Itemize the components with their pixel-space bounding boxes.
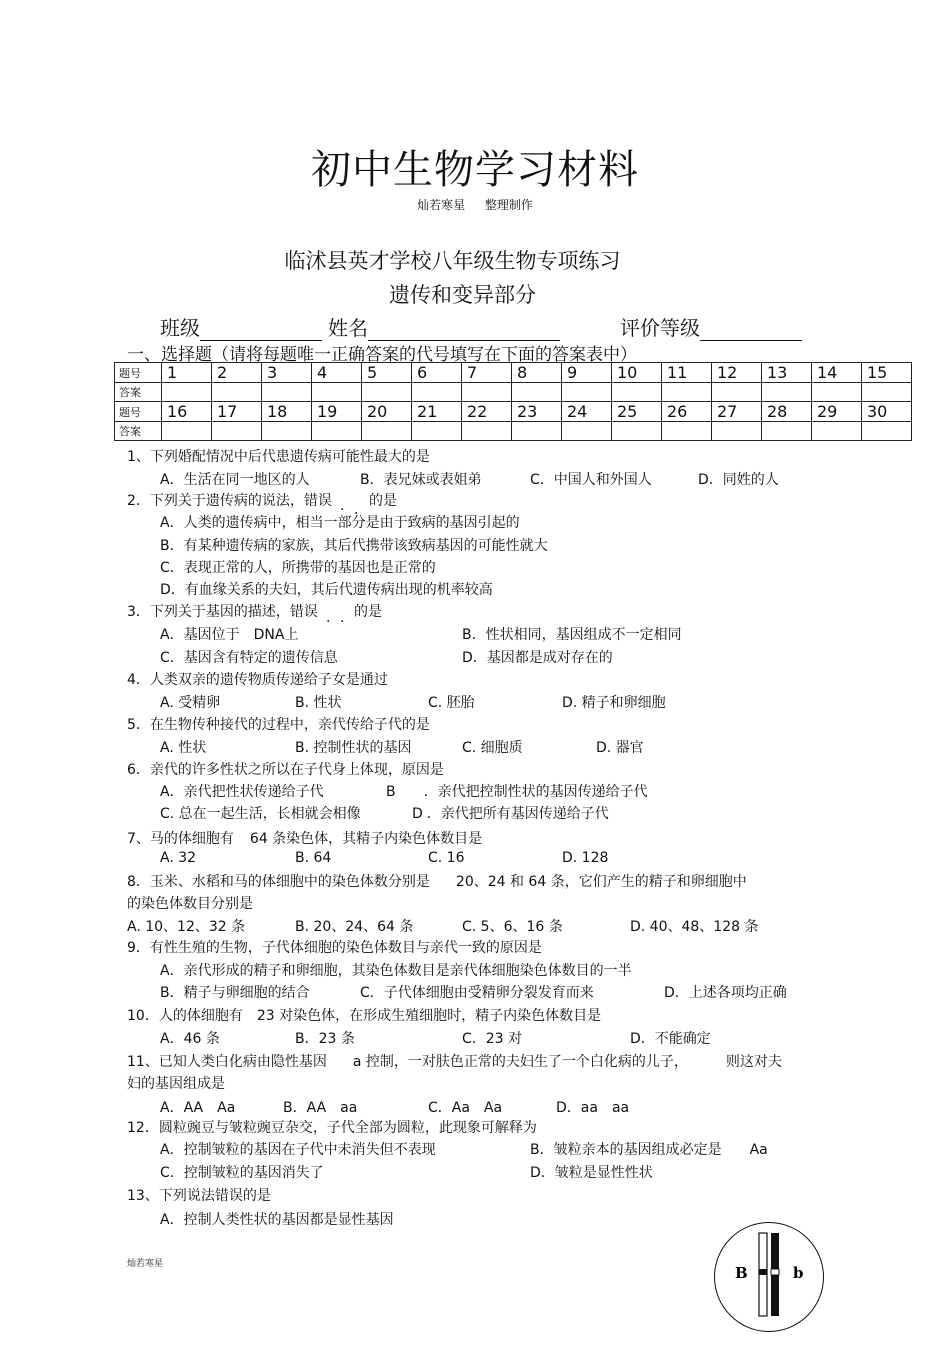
q8-stem-a: 8．玉米、水稻和马的体细胞中的染色体数分别是 — [127, 874, 430, 890]
answer-cell[interactable] — [712, 383, 762, 402]
table-cell: 23 — [512, 402, 562, 422]
q13-stem: 13、下列说法错误的是 — [127, 1188, 271, 1204]
chromosome-diagram — [715, 1223, 823, 1331]
answer-cell[interactable] — [262, 422, 312, 441]
table-cell: 12 — [712, 363, 762, 383]
table-cell: 13 — [762, 363, 812, 383]
q3-option-a — [160, 624, 298, 644]
q13-option-a: A．控制人类性状的基因都是显性基因 — [160, 1212, 394, 1228]
q11-stem-c: 则这对夫 — [725, 1054, 782, 1070]
q10-stem-b: 23 对染色体，在形成生殖细胞时，精子内染色体数目是 — [256, 1008, 602, 1024]
q12-stem: 12．圆粒豌豆与皱粒豌豆杂交，子代全部为圆粒，此现象可解释为 — [127, 1120, 537, 1136]
table-cell: 14 — [812, 363, 862, 383]
table-row — [115, 363, 912, 383]
q9-option-b: B．精子与卵细胞的结合 — [160, 985, 310, 1001]
answer-cell[interactable] — [312, 422, 362, 441]
answer-cell[interactable] — [812, 422, 862, 441]
gene-locus-right — [771, 1269, 779, 1275]
q11-option-c: C．Aa Aa — [428, 1100, 503, 1116]
emphasis-dot: . — [340, 610, 345, 626]
subtitle — [0, 196, 950, 213]
q2-option-c: C．表现正常的人，所携带的基因也是正常的 — [160, 560, 436, 576]
q3-option-a-text: A．基因位于 — [160, 627, 240, 643]
emphasis-dot: . — [354, 502, 359, 518]
q11-stem-b: a 控制，一对肤色正常的夫妇生了一个白化病的儿子， — [352, 1054, 688, 1070]
answer-cell[interactable] — [412, 422, 462, 441]
q7-option-a: A. 32 — [160, 850, 197, 866]
q5-option-b: B. 控制性状的基因 — [295, 740, 412, 756]
answer-cell[interactable] — [212, 422, 262, 441]
table-cell: 21 — [412, 402, 462, 422]
answer-cell[interactable] — [612, 422, 662, 441]
answer-cell[interactable] — [862, 422, 912, 441]
answer-cell[interactable] — [862, 383, 912, 402]
class-field — [160, 312, 322, 341]
answer-cell[interactable] — [612, 383, 662, 402]
name-label: 姓名 — [328, 316, 368, 340]
table-cell: 18 — [262, 402, 312, 422]
q5-stem: 5．在生物传种接代的过程中，亲代传给子代的是 — [127, 717, 430, 733]
q12-option-c: C．控制皱粒的基因消失了 — [160, 1165, 324, 1181]
q2-stem-a: 2．下列关于遗传病的说法，错误 — [127, 493, 332, 509]
table-cell: 8 — [512, 363, 562, 383]
q6-option-c: C. 总在一起生活，长相就会相像 — [160, 806, 361, 822]
q1-option-a: A．生活在同一地区的人 — [160, 472, 310, 488]
q2-stem-b: 的是 — [369, 493, 397, 509]
q7-option-d: D. 128 — [562, 850, 609, 866]
table-cell: 11 — [662, 363, 712, 383]
chromosome-figure — [714, 1222, 824, 1332]
answer-cell[interactable] — [762, 383, 812, 402]
q2-option-d: D．有血缘关系的夫妇，其后代遗传病出现的机率较高 — [160, 582, 493, 598]
q1-option-b: B．表兄妹或表姐弟 — [360, 472, 482, 488]
table-cell: 25 — [612, 402, 662, 422]
ans-label: 答案 — [115, 422, 162, 441]
q4-stem: 4．人类双亲的遗传物质传递给子女是通过 — [127, 672, 388, 688]
q12-option-b-genotype: Aa — [749, 1142, 768, 1158]
q6-option-b-letter: B — [386, 784, 396, 800]
name-blank[interactable] — [368, 320, 560, 341]
table-cell: 9 — [562, 363, 612, 383]
q10-option-a: A．46 条 — [160, 1031, 220, 1047]
q4-option-b: B. 性状 — [295, 695, 342, 711]
q5-option-d: D. 器官 — [596, 740, 644, 756]
grade-label: 评价等级 — [620, 316, 700, 340]
table-cell: 24 — [562, 402, 612, 422]
answer-table — [114, 362, 912, 441]
q6-stem: 6．亲代的许多性状之所以在子代身上体现，原因是 — [127, 762, 444, 778]
answer-cell[interactable] — [662, 383, 712, 402]
made-by: 整理制作 — [484, 198, 533, 212]
table-cell: 22 — [462, 402, 512, 422]
table-cell: 1 — [162, 363, 212, 383]
q9-option-c: C．子代体细胞由受精卵分裂发育而来 — [360, 985, 594, 1001]
q3-stem-b: 的是 — [354, 604, 382, 620]
q10-stem-a: 10．人的体细胞有 — [127, 1008, 243, 1024]
num-label: 题号 — [115, 363, 162, 383]
emphasis-dot: . — [340, 498, 345, 514]
q11-stem-a: 11、已知人类白化病由隐性基因 — [127, 1054, 327, 1070]
answer-cell[interactable] — [162, 383, 212, 402]
q8-option-b: B. 20、24、64 条 — [295, 919, 414, 935]
q8-option-c: C. 5、6、16 条 — [462, 919, 563, 935]
gene-locus-left — [759, 1269, 767, 1275]
answer-cell[interactable] — [762, 422, 812, 441]
table-cell: 20 — [362, 402, 412, 422]
q1-option-c: C．中国人和外国人 — [530, 472, 652, 488]
q6-option-d-letter: D — [412, 806, 423, 822]
answer-cell[interactable] — [512, 422, 562, 441]
q7-stem-a: 7、马的体细胞有 — [127, 831, 234, 847]
emphasis-dot: . — [326, 610, 331, 626]
q4-option-a: A. 受精卵 — [160, 695, 221, 711]
q11-option-d: D．aa aa — [556, 1100, 630, 1116]
table-cell: 17 — [212, 402, 262, 422]
q6-option-b — [386, 781, 648, 801]
answer-cell[interactable] — [362, 422, 412, 441]
table-cell: 30 — [862, 402, 912, 422]
q11-stem — [127, 1051, 782, 1071]
name-field — [328, 312, 560, 341]
answer-cell[interactable] — [562, 422, 612, 441]
footer-author: 灿若寒星 — [127, 1259, 164, 1269]
q1-option-d: D．同姓的人 — [698, 472, 779, 488]
author: 灿若寒星 — [417, 198, 466, 212]
q6-option-b-text: ．亲代把控制性状的基因传递给子代 — [423, 784, 648, 800]
q7-stem-b: 64 条染色体，其精子内染色体数目是 — [249, 831, 483, 847]
part-one-heading: 一、选择题（请将每题唯一正确答案的代号填写在下面的答案表中） — [127, 345, 637, 365]
class-label: 班级 — [160, 316, 200, 340]
table-cell: 16 — [162, 402, 212, 422]
class-blank[interactable] — [200, 320, 322, 341]
table-cell: 10 — [612, 363, 662, 383]
q3-option-c: C．基因含有特定的遗传信息 — [160, 650, 338, 666]
q3-option-b: B．性状相同，基因组成不一定相同 — [462, 627, 682, 643]
table-cell: 26 — [662, 402, 712, 422]
school-title: 临沭县英才学校八年级生物专项练习 — [284, 249, 621, 273]
q12-option-d: D．皱粒是显性性状 — [530, 1165, 653, 1181]
q10-option-b: B．23 条 — [295, 1031, 355, 1047]
grade-blank[interactable] — [700, 320, 802, 341]
q7-stem — [127, 828, 482, 848]
answer-cell[interactable] — [462, 383, 512, 402]
answer-cell[interactable] — [812, 383, 862, 402]
answer-cell[interactable] — [312, 383, 362, 402]
table-cell: 7 — [462, 363, 512, 383]
ans-label: 答案 — [115, 383, 162, 402]
q10-option-c: C．23 对 — [462, 1031, 523, 1047]
q11-option-b: B．AA aa — [283, 1100, 358, 1116]
q5-option-c: C. 细胞质 — [462, 740, 523, 756]
answer-cell[interactable] — [412, 383, 462, 402]
answer-cell[interactable] — [212, 383, 262, 402]
table-cell: 2 — [212, 363, 262, 383]
table-cell: 15 — [862, 363, 912, 383]
table-row — [115, 383, 912, 402]
q3-option-a-dna: DNA上 — [253, 627, 299, 643]
q4-option-d: D. 精子和卵细胞 — [562, 695, 666, 711]
table-cell: 4 — [312, 363, 362, 383]
answer-cell[interactable] — [262, 383, 312, 402]
table-cell: 3 — [262, 363, 312, 383]
q4-option-c: C. 胚胎 — [428, 695, 475, 711]
q7-option-c: C. 16 — [428, 850, 465, 866]
answer-cell[interactable] — [662, 422, 712, 441]
allele-label-b: b — [793, 1264, 804, 1282]
q10-stem — [127, 1005, 601, 1025]
answer-cell[interactable] — [562, 383, 612, 402]
q12-option-b-text: B．皱粒亲本的基因组成必定是 — [530, 1142, 722, 1158]
q8-stem — [127, 871, 747, 891]
q7-option-b: B. 64 — [295, 850, 332, 866]
num-label: 题号 — [115, 402, 162, 422]
q6-option-a: A．亲代把性状传递给子代 — [160, 784, 324, 800]
q11-stem-d: 妇的基因组成是 — [127, 1076, 225, 1092]
answer-cell[interactable] — [712, 422, 762, 441]
q1-stem: 1、下列婚配情况中后代患遗传病可能性最大的是 — [127, 449, 430, 465]
q9-stem: 9．有性生殖的生物，子代体细胞的染色体数目与亲代一致的原因是 — [127, 940, 542, 956]
q6-option-d — [412, 803, 609, 823]
table-cell: 28 — [762, 402, 812, 422]
q3-stem-a: 3．下列关于基因的描述，错误 — [127, 604, 318, 620]
table-cell: 19 — [312, 402, 362, 422]
q11-option-a: A．AA Aa — [160, 1100, 236, 1116]
grade-field — [620, 312, 802, 341]
allele-label-B: B — [735, 1264, 748, 1282]
q9-option-a: A．亲代形成的精子和卵细胞，其染色体数目是亲代体细胞染色体数目的一半 — [160, 963, 632, 979]
answer-cell[interactable] — [462, 422, 512, 441]
q2-option-b: B．有某种遗传病的家族，其后代携带该致病基因的可能性就大 — [160, 538, 548, 554]
q8-stem-c: 的染色体数目分别是 — [127, 896, 253, 912]
q12-option-a: A．控制皱粒的基因在子代中未消失但不表现 — [160, 1142, 436, 1158]
answer-cell[interactable] — [162, 422, 212, 441]
answer-cell[interactable] — [512, 383, 562, 402]
table-cell: 5 — [362, 363, 412, 383]
section-title: 遗传和变异部分 — [389, 283, 536, 307]
table-cell: 29 — [812, 402, 862, 422]
q6-option-d-text: ．亲代把所有基因传递给子代 — [426, 806, 609, 822]
q8-option-d: D. 40、48、128 条 — [630, 919, 759, 935]
page-title: 初中生物学习材料 — [311, 147, 639, 193]
answer-cell[interactable] — [362, 383, 412, 402]
q10-option-d: D．不能确定 — [630, 1031, 711, 1047]
table-row — [115, 402, 912, 422]
q9-option-d: D．上述各项均正确 — [664, 985, 787, 1001]
q12-option-b — [530, 1139, 768, 1159]
table-cell: 27 — [712, 402, 762, 422]
q5-option-a: A. 性状 — [160, 740, 207, 756]
q2-option-a: A．人类的遗传病中，相当一部分是由于致病的基因引起的 — [160, 515, 520, 531]
table-cell: 6 — [412, 363, 462, 383]
q8-stem-b: 20、24 和 64 条，它们产生的精子和卵细胞中 — [455, 874, 747, 890]
table-row — [115, 422, 912, 441]
q3-option-d: D．基因都是成对存在的 — [462, 650, 613, 666]
q8-option-a: A. 10、12、32 条 — [127, 919, 246, 935]
